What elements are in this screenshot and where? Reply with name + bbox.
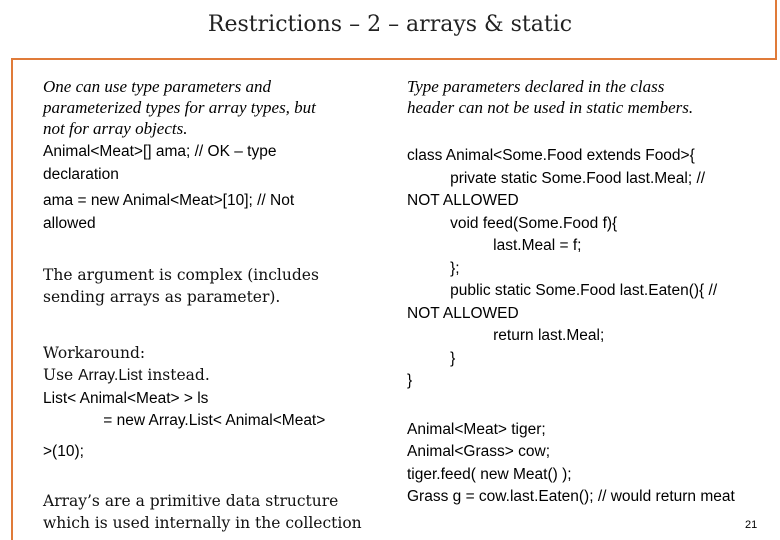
code-line: };: [407, 259, 460, 277]
text-line: Array’s are a primitive data structure: [43, 492, 339, 510]
code-line: Animal<Grass> cow;: [407, 443, 550, 460]
text-line: not for array objects.: [43, 119, 188, 138]
text-line: sending arrays as parameter).: [43, 288, 281, 306]
workaround-label: Workaround:: [43, 344, 146, 362]
text-line: One can use type parameters and: [43, 77, 272, 96]
code-line: }: [407, 372, 413, 389]
code-line: ama = new Animal<Meat>[10]; // Not: [43, 192, 295, 209]
workaround-code: [43, 388, 378, 464]
workaround-suffix: instead.: [142, 366, 210, 384]
code-line: Animal<Meat>[] ama; // OK – type: [43, 143, 277, 160]
right-column: [407, 76, 762, 509]
text-line: The argument is complex (includes: [43, 266, 319, 284]
class-code-example: [407, 145, 762, 393]
code-line: private static Some.Food last.Meal; //: [407, 169, 706, 187]
workaround-section: [43, 342, 378, 463]
left-border: [11, 58, 13, 540]
code-line: void feed(Some.Food f){: [407, 214, 618, 232]
title-divider: [12, 58, 777, 60]
code-line: last.Meal = f;: [407, 237, 582, 254]
code-line: return last.Meal;: [407, 327, 605, 344]
code-line: declaration: [43, 165, 119, 183]
code-line: }: [407, 349, 456, 367]
text-line: Type parameters declared in the class: [407, 77, 665, 96]
workaround-text: [43, 364, 378, 388]
workaround-prefix: Use: [43, 366, 79, 384]
code-line: = new Array.List< Animal<Meat>: [43, 412, 326, 429]
code-line: >(10);: [43, 442, 84, 460]
usage-code-example: [407, 419, 762, 509]
slide-title: Restrictions – 2 – arrays & static: [207, 12, 573, 37]
primitive-paragraph: [43, 490, 378, 534]
array-code-example: [43, 141, 378, 235]
array-types-paragraph: [43, 76, 378, 139]
code-line: class Animal<Some.Food extends Food>{: [407, 147, 695, 164]
left-column: [43, 76, 378, 534]
code-line: List< Animal<Meat> > ls: [43, 389, 209, 407]
title-side-divider: [775, 0, 777, 60]
code-line: Grass g = cow.last.Eaten(); // would return meat: [407, 488, 735, 505]
static-members-paragraph: [407, 76, 762, 118]
code-line: public static Some.Food last.Eaten(){ //: [407, 282, 718, 299]
text-line: header can not be used in static members.: [407, 98, 694, 117]
code-line: NOT ALLOWED: [407, 192, 519, 209]
text-line: parameterized types for array types, but: [43, 98, 316, 117]
code-line: tiger.feed( new Meat() );: [407, 465, 572, 483]
page-number: 21: [745, 519, 758, 531]
text-line: which is used internally in the collection: [43, 514, 362, 532]
code-line: allowed: [43, 214, 96, 232]
code-line: Animal<Meat> tiger;: [407, 420, 546, 438]
argument-paragraph: [43, 264, 378, 308]
workaround-class: Array.List: [78, 367, 143, 384]
code-line: NOT ALLOWED: [407, 304, 519, 322]
